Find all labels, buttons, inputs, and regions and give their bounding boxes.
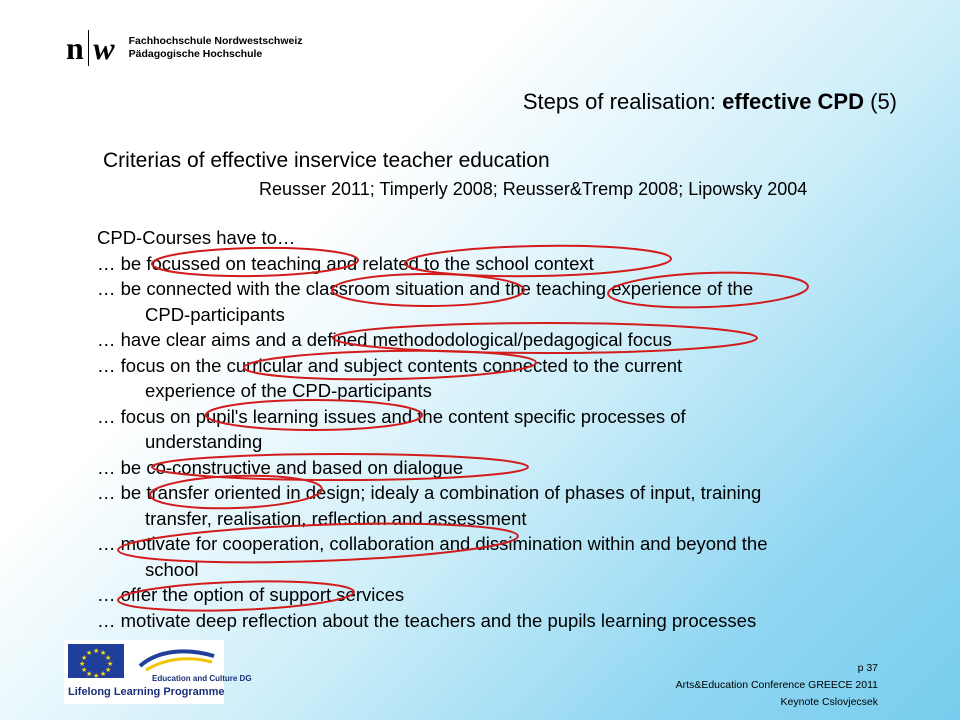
swoosh-icon <box>136 646 218 672</box>
list-item-continuation: experience of the CPD-participants <box>145 380 432 401</box>
keynote-speaker: Keynote Cslovjecsek <box>780 696 878 708</box>
list-item: … focus on the curricular and subject contents connected to the current <box>97 354 683 376</box>
list-item: … motivate deep reflection about the teachers and the pupils learning processes <box>97 609 757 631</box>
slide-title-bold: effective CPD <box>722 89 864 114</box>
fhnw-logo-mark <box>66 30 115 66</box>
eu-dg-label: Education and Culture DG <box>152 674 252 683</box>
slide-title-suffix: (5) <box>864 89 897 114</box>
list-item: … offer the option of support services <box>97 584 405 605</box>
logo-line-1: Fachhochschule Nordwestschweiz <box>128 35 303 47</box>
list-intro: CPD-Courses have to… <box>97 227 296 248</box>
section-heading: Criterias of effective inservice teacher education <box>103 149 550 172</box>
logo-letter-n: n <box>66 30 84 66</box>
logo-divider <box>88 30 90 66</box>
logo-line-2: Pädagogische Hochschule <box>128 48 263 60</box>
logo-institution-name <box>129 35 303 61</box>
references: Reusser 2011; Timperly 2008; Reusser&Tremp 2008; Lipowsky 2004 <box>259 179 808 199</box>
slide-title-prefix: Steps of realisation: <box>522 89 723 114</box>
list-item-continuation: understanding <box>145 431 263 452</box>
list-item-continuation: transfer, realisation, reflection and assessment <box>145 507 527 529</box>
page-number: p 37 <box>857 662 878 674</box>
fhnw-logo <box>66 30 303 66</box>
eu-flag-icon: ★ ★ ★ ★ ★ ★ ★ ★ ★ ★ ★ ★ <box>68 644 124 678</box>
list-item: … be transfer oriented in design; idealy a combination of phases of input, training <box>97 482 762 503</box>
slide-title <box>523 89 897 115</box>
conference-name: Arts&Education Conference GREECE 2011 <box>675 679 878 691</box>
list-item: … be co-constructive and based on dialogue <box>97 456 464 478</box>
list-item-continuation: CPD-participants <box>145 303 285 325</box>
eu-lifelong-learning-logo <box>64 640 252 704</box>
list-item-continuation: school <box>145 558 199 580</box>
list-item: … focus on pupil's learning issues and the content specific processes of <box>97 405 686 427</box>
slide-footer <box>676 660 878 711</box>
list-item: … be connected with the classroom situation and the teaching experience of the <box>97 278 754 299</box>
criteria-list <box>97 225 917 633</box>
list-item: … have clear aims and a defined methododological/pedagogical focus <box>97 329 672 350</box>
list-item: … motivate for cooperation, collaboration and dissimination within and beyond the <box>97 533 768 554</box>
list-item: … be focussed on teaching and related to the school context <box>97 252 594 274</box>
eu-programme-label: Lifelong Learning Programme <box>68 686 225 698</box>
logo-letter-w: w <box>93 30 115 66</box>
